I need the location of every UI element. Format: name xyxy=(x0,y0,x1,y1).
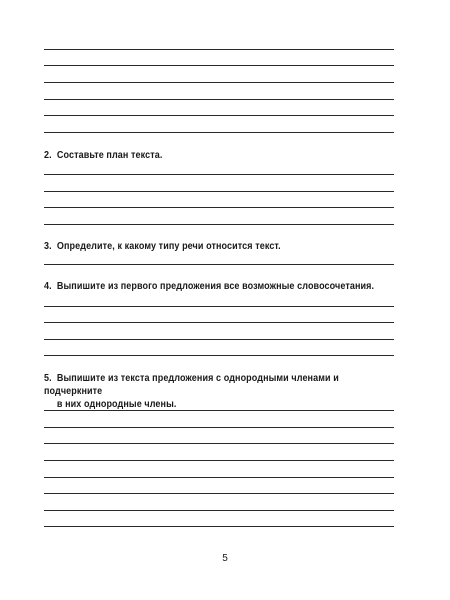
answer-line xyxy=(44,264,394,265)
answer-line xyxy=(44,477,394,478)
task-text: Выпишите из первого предложения все возможные словосочетания. xyxy=(56,280,375,292)
answer-line xyxy=(44,207,394,208)
answer-line xyxy=(44,224,394,225)
task-text-continued: в них однородные члены. xyxy=(56,398,177,410)
task-4 xyxy=(44,280,394,293)
answer-line xyxy=(44,339,394,340)
answer-line xyxy=(44,322,394,323)
answer-line xyxy=(44,49,394,50)
answer-line xyxy=(44,443,394,444)
answer-line xyxy=(44,115,394,116)
answer-line xyxy=(44,99,394,100)
answer-line xyxy=(44,174,394,175)
task-number: 3. xyxy=(44,240,52,252)
task-5 xyxy=(44,372,394,411)
answer-line xyxy=(44,132,394,133)
task-text: Выпишите из текста предложения с однородными членами и подчеркните xyxy=(44,372,339,397)
task-3 xyxy=(44,240,394,253)
answer-line xyxy=(44,82,394,83)
answer-line xyxy=(44,65,394,66)
task-text: Определите, к какому типу речи относится текст. xyxy=(56,240,281,252)
task-number: 4. xyxy=(44,280,52,292)
answer-line xyxy=(44,460,394,461)
answer-line xyxy=(44,355,394,356)
answer-line xyxy=(44,410,394,411)
answer-line xyxy=(44,191,394,192)
task-2 xyxy=(44,149,394,162)
answer-line xyxy=(44,493,394,494)
answer-line xyxy=(44,306,394,307)
page-number: 5 xyxy=(222,553,228,564)
answer-line xyxy=(44,427,394,428)
answer-line xyxy=(44,526,394,527)
task-text: Составьте план текста. xyxy=(56,149,163,161)
task-number: 2. xyxy=(44,149,52,161)
answer-line xyxy=(44,510,394,511)
task-number: 5. xyxy=(44,372,52,384)
